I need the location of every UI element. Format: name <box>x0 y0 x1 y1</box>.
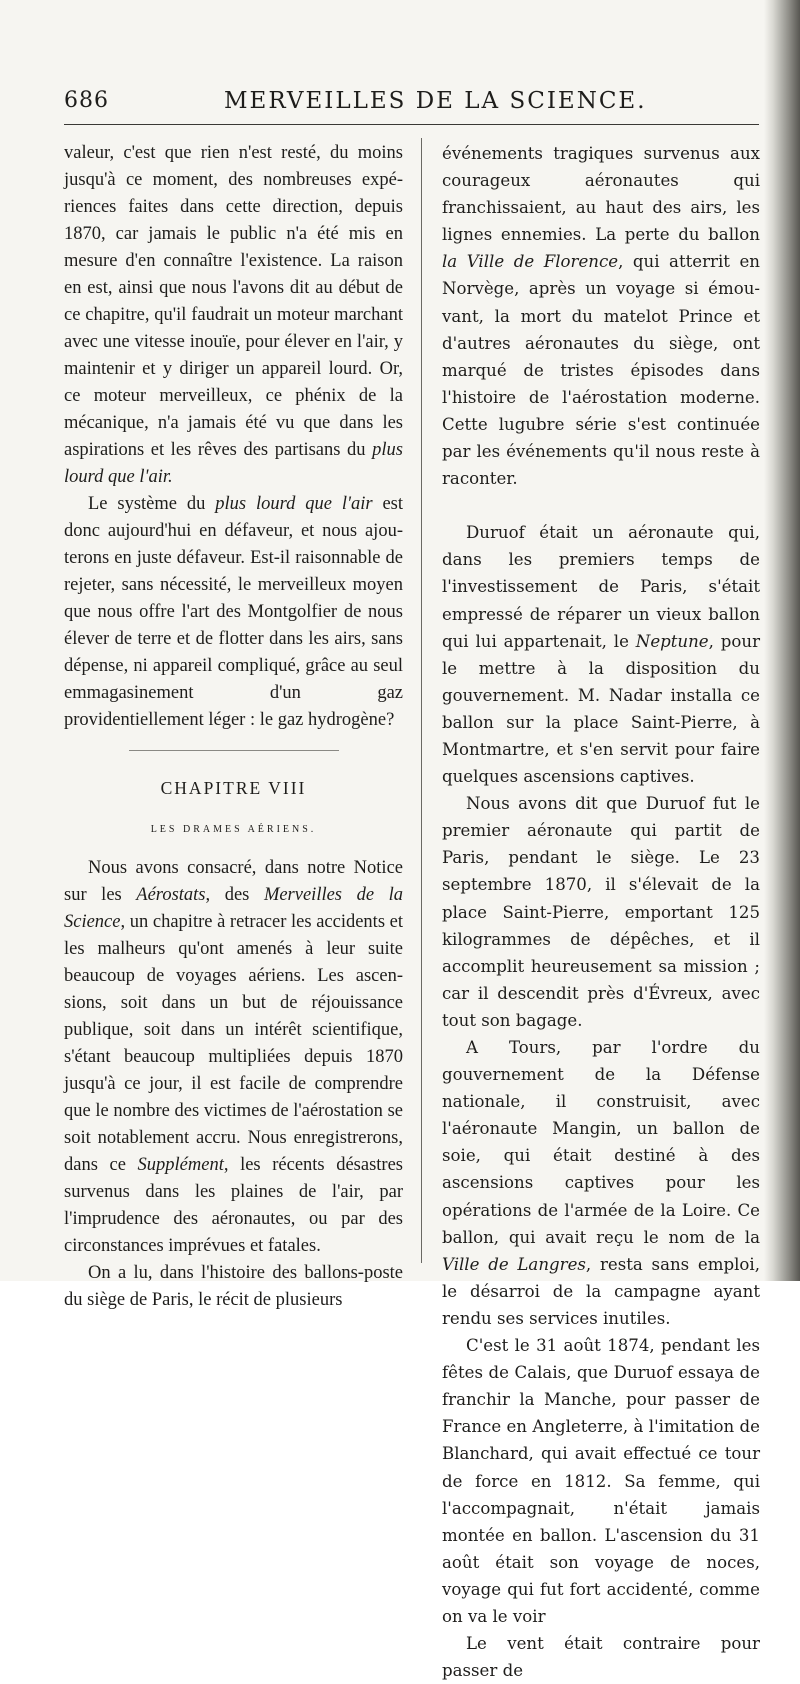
column-divider <box>421 138 422 1263</box>
text-run: Nous avons dit que Duruof fut le premier aéronaute qui partit de Paris, pendant le siège. Le 23 septembre 1870, il s'élevait de la place Saint-Pierre, emportant 125 kilogrammes de dépêches, et il accomplit heureusement sa mission ; car il descendit près d'Évreux, avec tout son bagage. <box>442 794 760 1030</box>
page-number: 686 <box>64 88 109 113</box>
paragraph <box>64 1260 403 1314</box>
chapter-subtitle: LES DRAMES AÉRIENS. <box>150 824 317 835</box>
text-run: , resta sans emploi, le désarroi de la campagne ayant rendu ses services inutiles. <box>442 1254 760 1328</box>
text-run: Le vent était contraire pour passer de <box>442 1634 760 1681</box>
paragraph <box>64 140 403 491</box>
chapter-title: CHAPITRE VIII <box>160 778 307 798</box>
paragraph <box>442 1630 760 1684</box>
text-run: Duruof était un aéronaute qui, dans les premiers temps de l'investissement de Paris, s'était empressé de réparer un vieux ballon qui lui appartenait, le <box>442 523 760 651</box>
text-run: C'est le 31 août 1874, pendant les fêtes de Calais, que Duruof essaya de franchir la Manche, pour passer de France en Angleterre, à l'imitation de Blanchard, qui avait effectué ce tour de force en 1812. Sa femme, qui l'accompagnait, n'était jamais montée en ballon. L'ascension du 31 août était son voyage de noces, voyage qui fut fort accidenté, comme on va le voir <box>442 1336 760 1626</box>
paragraph <box>442 1034 760 1332</box>
text-run: , un chapitre à retracer les accidents et les malheurs qu'ont amenés à leur suite beaucoup de voyages aériens. Les ascensions, soit dans un but de réjouissance publique, soit dans un intérêt scientifique, s'étant beaucoup multipliées depuis 1870 jusqu'à ce jour, il est facile de comprendre que le nombre des victimes de l'aérostation se soit notablement accru. Nous enregistrerons, dans ce <box>64 912 403 1175</box>
emphasis-text: la Ville de Florence <box>442 252 619 272</box>
emphasis-text: Supplément <box>137 1155 224 1175</box>
right-column <box>442 140 760 1684</box>
emphasis-text: Aérostats <box>136 885 206 905</box>
paragraph <box>442 1332 760 1630</box>
text-run: On a lu, dans l'histoire des ballons-poste du siège de Paris, le récit de plusieurs <box>64 1263 403 1310</box>
paragraph <box>442 790 760 1034</box>
emphasis-text: Neptune <box>635 631 709 651</box>
text-run: est donc aujourd'hui en défaveur, et nous ajouterons en juste défaveur. Est-il raisonnable de rejeter, sans nécessité, le merveilleux moyen que nous offre l'art des Montgolfier de nous élever de terre et de flotter dans les airs, sans dépense, ni appareil compliqué, grâce au seul emmagasinement d'un gaz providentiellement léger : le gaz hydrogène? <box>64 494 403 730</box>
text-run: , pour le mettre à la disposition du gouvernement. M. Nadar installa ce ballon sur la place Saint-Pierre, à Montmartre, et s'en servit pour faire quelques ascensions captives. <box>442 631 760 787</box>
header-rule <box>64 124 759 125</box>
paragraph <box>442 140 760 492</box>
text-run: Le système du <box>88 494 216 514</box>
paragraph <box>64 855 403 1260</box>
running-title: MERVEILLES DE LA SCIENCE. <box>224 88 647 114</box>
paragraph <box>442 519 760 790</box>
emphasis-text: plus lourd que l'air. <box>64 440 403 487</box>
page-edge-shadow <box>764 0 800 1281</box>
emphasis-text: Ville de Langres <box>442 1254 586 1274</box>
text-run: , des <box>205 885 264 905</box>
chapter-separator-rule <box>129 750 339 751</box>
text-run: valeur, c'est que rien n'est resté, du moins jusqu'à ce moment, des nombreuses expériences faites dans cette direction, depuis 1870, car jamais le public n'a été mis en mesure d'en connaître l'existence. La raison en est, ainsi que nous l'avons dit au début de ce chapitre, qu'il faudrait un moteur marchant avec une vitesse inouïe, pour élever en l'air, y maintenir et y diriger un appareil lourd. Or, ce moteur merveilleux, ce phénix de la mécanique, n'a jamais été vu que dans les aspirations et les rêves des partisans du <box>64 143 403 460</box>
text-run: , qui atterrit en Norvège, après un voyage si émouvant, la mort du matelot Prince et d'autres aéronautes du siège, ont marqué de tristes épisodes dans l'histoire de l'aérostation moderne. Cette lugubre série s'est continuée par les événements qu'il nous reste à raconter. <box>442 252 760 489</box>
text-run: A Tours, par l'ordre du gouvernement de la Défense nationale, il construisit, avec l'aéronaute Mangin, un ballon de soie, qui était destiné à des ascensions captives pour les opérations de l'armée de la Loire. Ce ballon, qui avait reçu le nom de la <box>442 1038 760 1247</box>
emphasis-text: Merveilles de la Science <box>64 885 403 932</box>
left-column <box>64 140 403 1314</box>
emphasis-text: plus lourd que l'air <box>215 494 373 514</box>
page-header <box>64 88 759 116</box>
text-run: Nous avons consacré, dans notre Notice sur les <box>64 858 403 905</box>
text-run: , les récents désastres survenus dans les plaines de l'air, par l'imprudence des aéronautes, ou par des circonstances imprévues et fatales. <box>64 1155 404 1256</box>
paragraph <box>64 491 403 734</box>
text-run: événements tragiques survenus aux courageux aéronautes qui franchissaient, au haut des airs, les lignes ennemies. La perte du ballon <box>442 144 760 245</box>
